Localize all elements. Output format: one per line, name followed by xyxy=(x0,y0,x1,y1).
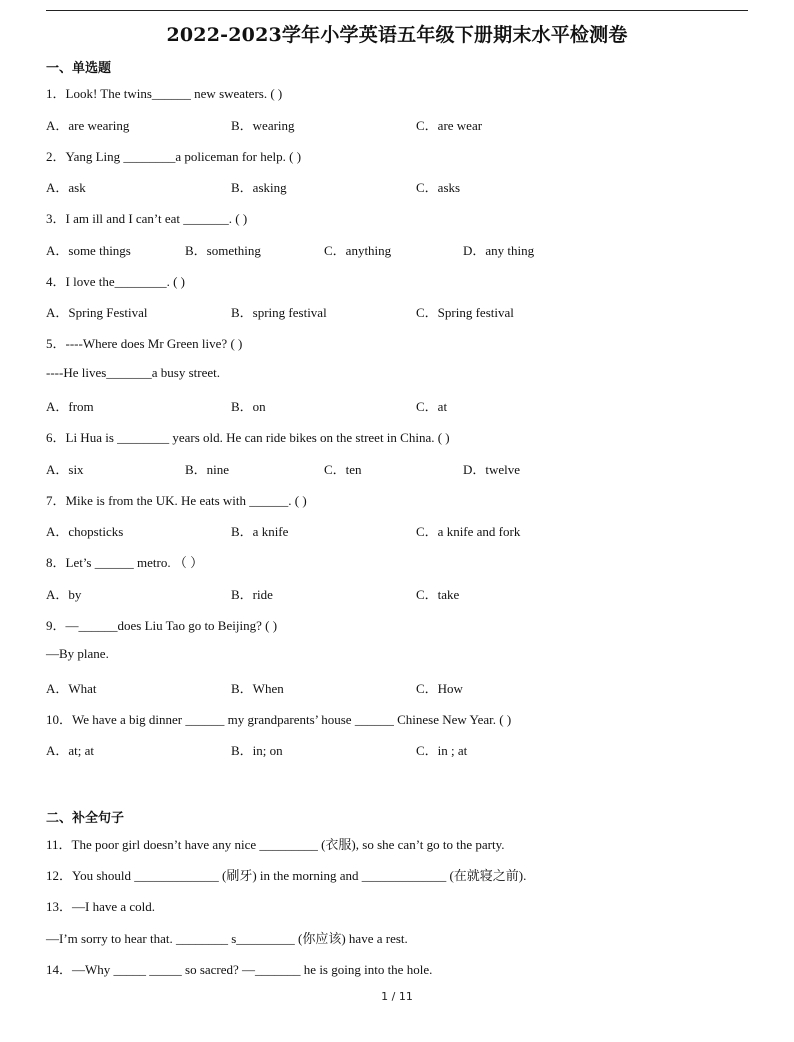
q7-option-c[interactable]: C．a knife and fork xyxy=(416,524,521,539)
q6-option-b[interactable]: B．nine xyxy=(185,462,230,477)
q7-option-b[interactable]: B．a knife xyxy=(231,524,289,539)
q3-option-d[interactable]: D．any thing xyxy=(463,243,535,258)
q1-option-c[interactable]: C．are wear xyxy=(416,118,483,133)
q10-option-b[interactable]: B．in; on xyxy=(231,743,283,758)
q5-option-c[interactable]: C．at xyxy=(416,399,448,414)
q9-option-c[interactable]: C．How xyxy=(416,681,463,696)
q10-option-a[interactable]: A．at; at xyxy=(46,743,95,758)
question-1: 1．Look! The twins______ new sweaters. ( ) xyxy=(46,86,283,101)
top-rule xyxy=(46,10,748,11)
question-13-line-2: —I’m sorry to hear that. ________ s_________ (你应该) have a rest. xyxy=(46,931,408,946)
q9-option-b[interactable]: B．When xyxy=(231,681,284,696)
page-number: 1 / 11 xyxy=(381,990,413,1003)
q4-option-b[interactable]: B．spring festival xyxy=(231,305,327,320)
question-14: 14．—Why _____ _____ so sacred? —_______ he is going into the hole. xyxy=(46,962,433,977)
page-title: 2022-2023学年小学英语五年级下册期末水平检测卷 xyxy=(166,24,628,46)
q3-option-b[interactable]: B．something xyxy=(185,243,261,258)
question-8: 8．Let’s ______ metro. （ ） xyxy=(46,555,204,570)
q5-option-a[interactable]: A．from xyxy=(46,399,94,414)
question-9: 9．—______does Liu Tao go to Beijing? ( ) xyxy=(46,618,278,633)
q10-option-c[interactable]: C．in ; at xyxy=(416,743,468,758)
q8-option-b[interactable]: B．ride xyxy=(231,587,273,602)
question-13: 13．—I have a cold. xyxy=(46,899,156,914)
question-10: 10．We have a big dinner ______ my grandparents’ house ______ Chinese New Year. ( ) xyxy=(46,712,512,727)
q2-option-b[interactable]: B．asking xyxy=(231,180,287,195)
q6-option-d[interactable]: D．twelve xyxy=(463,462,521,477)
q5-option-b[interactable]: B．on xyxy=(231,399,266,414)
section-heading-single-choice: 一、单选题 xyxy=(46,61,112,76)
question-9-line-2: —By plane. xyxy=(46,646,109,661)
question-7: 7．Mike is from the UK. He eats with ______. ( ) xyxy=(46,493,307,508)
question-11: 11．The poor girl doesn’t have any nice _________ (衣服), so she can’t go to the party. xyxy=(46,837,505,852)
question-4: 4．I love the________. ( ) xyxy=(46,274,186,289)
q7-option-a[interactable]: A．chopsticks xyxy=(46,524,124,539)
q1-option-b[interactable]: B．wearing xyxy=(231,118,295,133)
q3-option-a[interactable]: A．some things xyxy=(46,243,131,258)
question-3: 3．I am ill and I can’t eat _______. ( ) xyxy=(46,211,248,226)
question-6: 6．Li Hua is ________ years old. He can ride bikes on the street in China. ( ) xyxy=(46,430,450,445)
q3-option-c[interactable]: C．anything xyxy=(324,243,392,258)
q4-option-c[interactable]: C．Spring festival xyxy=(416,305,514,320)
section-heading-complete-sentences: 二、补全句子 xyxy=(46,811,125,826)
q6-option-c[interactable]: C．ten xyxy=(324,462,362,477)
q8-option-a[interactable]: A．by xyxy=(46,587,82,602)
q2-option-a[interactable]: A．ask xyxy=(46,180,86,195)
question-12: 12．You should _____________ (刷牙) in the morning and _____________ (在就寝之前). xyxy=(46,868,527,883)
question-5: 5．----Where does Mr Green live? ( ) xyxy=(46,336,243,351)
q6-option-a[interactable]: A．six xyxy=(46,462,84,477)
q1-option-a[interactable]: A．are wearing xyxy=(46,118,130,133)
q4-option-a[interactable]: A．Spring Festival xyxy=(46,305,148,320)
question-2: 2．Yang Ling ________a policeman for help. ( ) xyxy=(46,149,302,164)
q9-option-a[interactable]: A．What xyxy=(46,681,97,696)
q8-option-c[interactable]: C．take xyxy=(416,587,460,602)
q2-option-c[interactable]: C．asks xyxy=(416,180,461,195)
question-5-line-2: ----He lives_______a busy street. xyxy=(46,365,221,380)
